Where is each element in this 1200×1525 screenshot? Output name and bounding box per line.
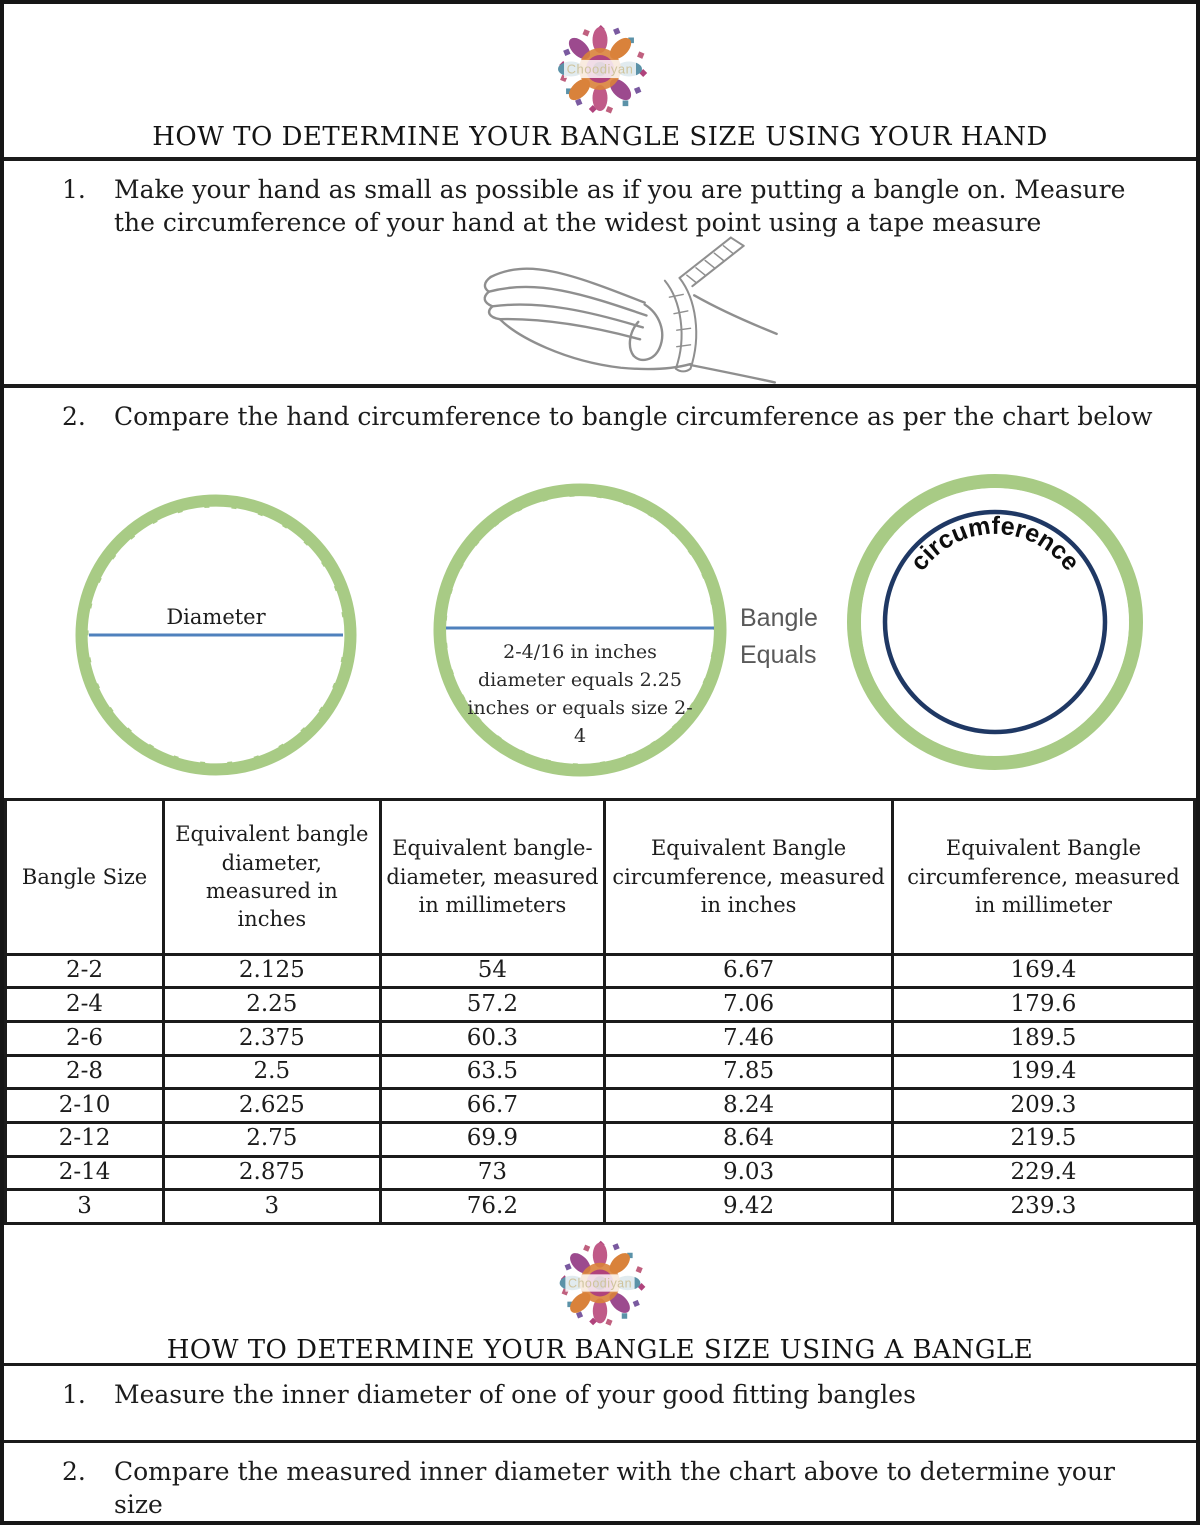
section-step1-hand: [4, 161, 1196, 387]
section-step2-circles: [4, 388, 1196, 798]
step-number: 1.: [62, 1379, 86, 1409]
size-table-body: [6, 954, 1195, 1223]
table-cell: 57.2: [380, 988, 605, 1022]
step-number: 2.: [62, 401, 86, 431]
table-cell: 7.06: [605, 988, 893, 1022]
table-cell: 2-10: [6, 1089, 164, 1123]
table-cell: 6.67: [605, 954, 893, 988]
choodiyan-mandala-logo-icon: [548, 22, 652, 116]
table-cell: 9.42: [605, 1190, 893, 1224]
equals-line1: Bangle: [740, 603, 818, 632]
table-row: [6, 1055, 1195, 1089]
hand-tape-measure-illustration: [454, 231, 784, 389]
choodiyan-mandala-logo-icon: [550, 1237, 650, 1329]
logo-wordmark: Choodiyan: [567, 1276, 633, 1291]
table-cell: 2.5: [164, 1055, 380, 1089]
table-row: [6, 1122, 1195, 1156]
section-title-bangle: [4, 1225, 1196, 1366]
table-cell: 209.3: [892, 1089, 1194, 1123]
bangle-size-table: [4, 798, 1196, 1225]
table-cell: 2-8: [6, 1055, 164, 1089]
diameter-label: Diameter: [166, 604, 266, 629]
step-text: Make your hand as small as possible as if you are putting a bangle on. Measure the circumference of your hand at the widest point using a tape measure: [114, 175, 1126, 238]
table-row: [6, 1089, 1195, 1123]
brand-logo-top: [4, 4, 1196, 116]
bangle-diameter-diagram: [66, 476, 366, 794]
table-cell: 2.125: [164, 954, 380, 988]
table-cell: 2.75: [164, 1122, 380, 1156]
table-cell: 69.9: [380, 1122, 605, 1156]
brand-logo-bottom: [4, 1225, 1196, 1329]
table-header-cell: Equivalent bangle diameter, measured in inches: [164, 799, 380, 954]
table-header-cell: Equivalent Bangle circumference, measured in millimeter: [892, 799, 1194, 954]
section-bangle-step1: [4, 1366, 1196, 1443]
bangle-step-2: [4, 1443, 1196, 1521]
bangle-step-1: [4, 1366, 1196, 1411]
table-row: [6, 1022, 1195, 1056]
section-bangle-step2: [4, 1443, 1196, 1521]
table-cell: 76.2: [380, 1190, 605, 1224]
size-table-head: [6, 799, 1195, 954]
step-text: Measure the inner diameter of one of your good fitting bangles: [114, 1379, 916, 1409]
table-cell: 199.4: [892, 1055, 1194, 1089]
table-cell: 66.7: [380, 1089, 605, 1123]
table-cell: 2.625: [164, 1089, 380, 1123]
hand-step-2: [4, 388, 1196, 433]
table-cell: 219.5: [892, 1122, 1194, 1156]
bangle-size-example-diagram: [424, 470, 736, 796]
table-cell: 7.85: [605, 1055, 893, 1089]
bangle-circumference-diagram: [838, 464, 1152, 786]
table-cell: 2.875: [164, 1156, 380, 1190]
table-cell: 63.5: [380, 1055, 605, 1089]
step-text: Compare the hand circumference to bangle circumference as per the chart below: [114, 401, 1153, 431]
table-cell: 169.4: [892, 954, 1194, 988]
table-cell: 8.24: [605, 1089, 893, 1123]
table-cell: 179.6: [892, 988, 1194, 1022]
equals-line2: Equals: [740, 641, 817, 670]
logo-wordmark: Choodiyan: [566, 61, 634, 77]
table-header-cell: Equivalent bangle- diameter, measured in millimeters: [380, 799, 605, 954]
table-cell: 2-4: [6, 988, 164, 1022]
table-cell: 60.3: [380, 1022, 605, 1056]
step-number: 2.: [62, 1457, 86, 1486]
example-text-line3: inches or equals size 2-: [467, 696, 693, 719]
table-cell: 7.46: [605, 1022, 893, 1056]
document-title-hand: HOW TO DETERMINE YOUR BANGLE SIZE USING YOUR HAND: [152, 122, 1048, 152]
table-cell: 73: [380, 1156, 605, 1190]
section-title-hand: [4, 4, 1196, 161]
table-cell: 3: [6, 1190, 164, 1224]
svg-text:circumference: [905, 511, 1085, 575]
table-cell: 189.5: [892, 1022, 1194, 1056]
table-cell: 2.375: [164, 1022, 380, 1056]
table-cell: 54: [380, 954, 605, 988]
document-title-bangle: HOW TO DETERMINE YOUR BANGLE SIZE USING A BANGLE: [166, 1334, 1034, 1365]
example-text-line1: 2-4/16 in inches: [503, 640, 657, 663]
step-number: 1.: [62, 175, 86, 205]
example-text-line4: 4: [573, 724, 587, 747]
circumference-label: circumference: [904, 511, 1086, 576]
table-cell: 9.03: [605, 1156, 893, 1190]
table-header-row: [6, 799, 1195, 954]
table-header-cell: Equivalent Bangle circumference, measured in inches: [605, 799, 893, 954]
table-row: [6, 988, 1195, 1022]
table-cell: 229.4: [892, 1156, 1194, 1190]
table-cell: 239.3: [892, 1190, 1194, 1224]
section-size-table: [4, 798, 1196, 1225]
table-cell: 2-12: [6, 1122, 164, 1156]
table-row: [6, 954, 1195, 988]
table-cell: 2-6: [6, 1022, 164, 1056]
table-cell: 2-2: [6, 954, 164, 988]
table-row: [6, 1190, 1195, 1224]
table-row: [6, 1156, 1195, 1190]
table-cell: 2-14: [6, 1156, 164, 1190]
hand-step-1: [4, 161, 1196, 239]
table-header-cell: Bangle Size: [6, 799, 164, 954]
step-text: Compare the measured inner diameter with the chart above to determine your size: [114, 1457, 1116, 1519]
table-cell: 3: [164, 1190, 380, 1224]
table-cell: 2.25: [164, 988, 380, 1022]
table-cell: 8.64: [605, 1122, 893, 1156]
example-text-line2: diameter equals 2.25: [478, 668, 682, 691]
